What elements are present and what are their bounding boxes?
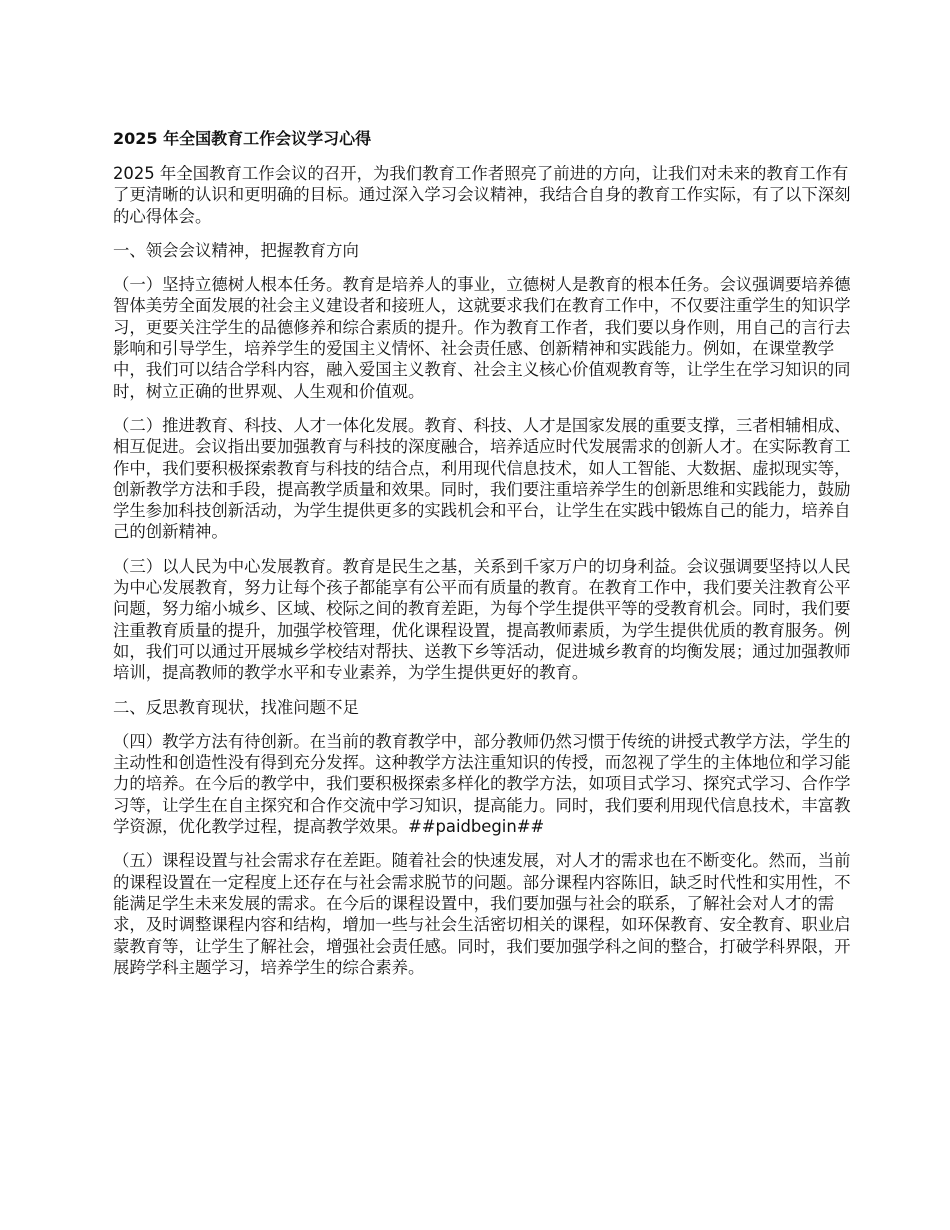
paragraph-4: （四）教学方法有待创新。在当前的教育教学中，部分教师仍然习惯于传统的讲授式教学方法，学生的主动性和创造性没有得到充分发挥。这种教学方法注重知识的传授，而忽视了学生的主体地位和学习能力的培养。在今后的教学中，我们要积极探索多样化的教学方法，如项目式学习、探究式学习、合作学习等，让学生在自主探究和合作交流中学习知识，提高能力。同时，我们要利用现代信息技术，丰富教学资源，优化教学过程，提高教学效果。##paidbegin## bbox=[113, 731, 851, 837]
section-heading-2: 二、反思教育现状，找准问题不足 bbox=[113, 697, 359, 717]
paragraph-1: （一）坚持立德树人根本任务。教育是培养人的事业，立德树人是教育的根本任务。会议强调要培养德智体美劳全面发展的社会主义建设者和接班人，这就要求我们在教育工作中，不仅要注重学生的知识学习，更要关注学生的品德修养和综合素质的提升。作为教育工作者，我们要以身作则，用自己的言行去影响和引导学生，培养学生的爱国主义情怀、社会责任感、创新精神和实践能力。例如，在课堂教学中，我们可以结合学科内容，融入爱国主义教育、社会主义核心价值观教育等，让学生在学习知识的同时，树立正确的世界观、人生观和价值观。 bbox=[113, 275, 851, 401]
paragraph-3: （三）以人民为中心发展教育。教育是民生之基，关系到千家万户的切身利益。会议强调要坚持以人民为中心发展教育，努力让每个孩子都能享有公平而有质量的教育。在教育工作中，我们要关注教育公平问题，努力缩小城乡、区域、校际之间的教育差距，为每个学生提供平等的受教育机会。同时，我们要注重教育质量的提升，加强学校管理，优化课程设置，提高教师素质，为学生提供优质的教育服务。例如，我们可以通过开展城乡学校结对帮扶、送教下乡等活动，促进城乡教育的均衡发展；通过加强教师培训，提高教师的教学水平和专业素养，为学生提供更好的教育。 bbox=[113, 556, 851, 683]
paragraph-5: （五）课程设置与社会需求存在差距。随着社会的快速发展，对人才的需求也在不断变化。然而，当前的课程设置在一定程度上还存在与社会需求脱节的问题。部分课程内容陈旧，缺乏时代性和实用性，不能满足学生未来发展的需求。在今后的课程设置中，我们要加强与社会的联系，了解社会对人才的需求，及时调整课程内容和结构，增加一些与社会生活密切相关的课程，如环保教育、安全教育、职业启蒙教育等，让学生了解社会，增强社会责任感。同时，我们要加强学科之间的整合，打破学科界限，开展跨学科主题学习，培养学生的综合素养。 bbox=[113, 851, 851, 977]
document-title: 2025 年全国教育工作会议学习心得 bbox=[113, 129, 372, 148]
section-heading-1: 一、领会会议精神，把握教育方向 bbox=[113, 240, 359, 260]
document-page bbox=[113, 128, 858, 991]
paragraph-2: （二）推进教育、科技、人才一体化发展。教育、科技、人才是国家发展的重要支撑，三者相辅相成、相互促进。会议指出要加强教育与科技的深度融合，培养适应时代发展需求的创新人才。在实际教育工作中，我们要积极探索教育与科技的结合点，利用现代信息技术，如人工智能、大数据、虚拟现实等，创新教学方法和手段，提高教学质量和效果。同时，我们要注重培养学生的创新思维和实践能力，鼓励学生参加科技创新活动，为学生提供更多的实践机会和平台，让学生在实践中锻炼自己的能力，培养自己的创新精神。 bbox=[113, 415, 851, 542]
intro-paragraph: 2025 年全国教育工作会议的召开，为我们教育工作者照亮了前进的方向，让我们对未来的教育工作有了更清晰的认识和更明确的目标。通过深入学习会议精神，我结合自身的教育工作实际，有了以下深刻的心得体会。 bbox=[113, 164, 851, 226]
